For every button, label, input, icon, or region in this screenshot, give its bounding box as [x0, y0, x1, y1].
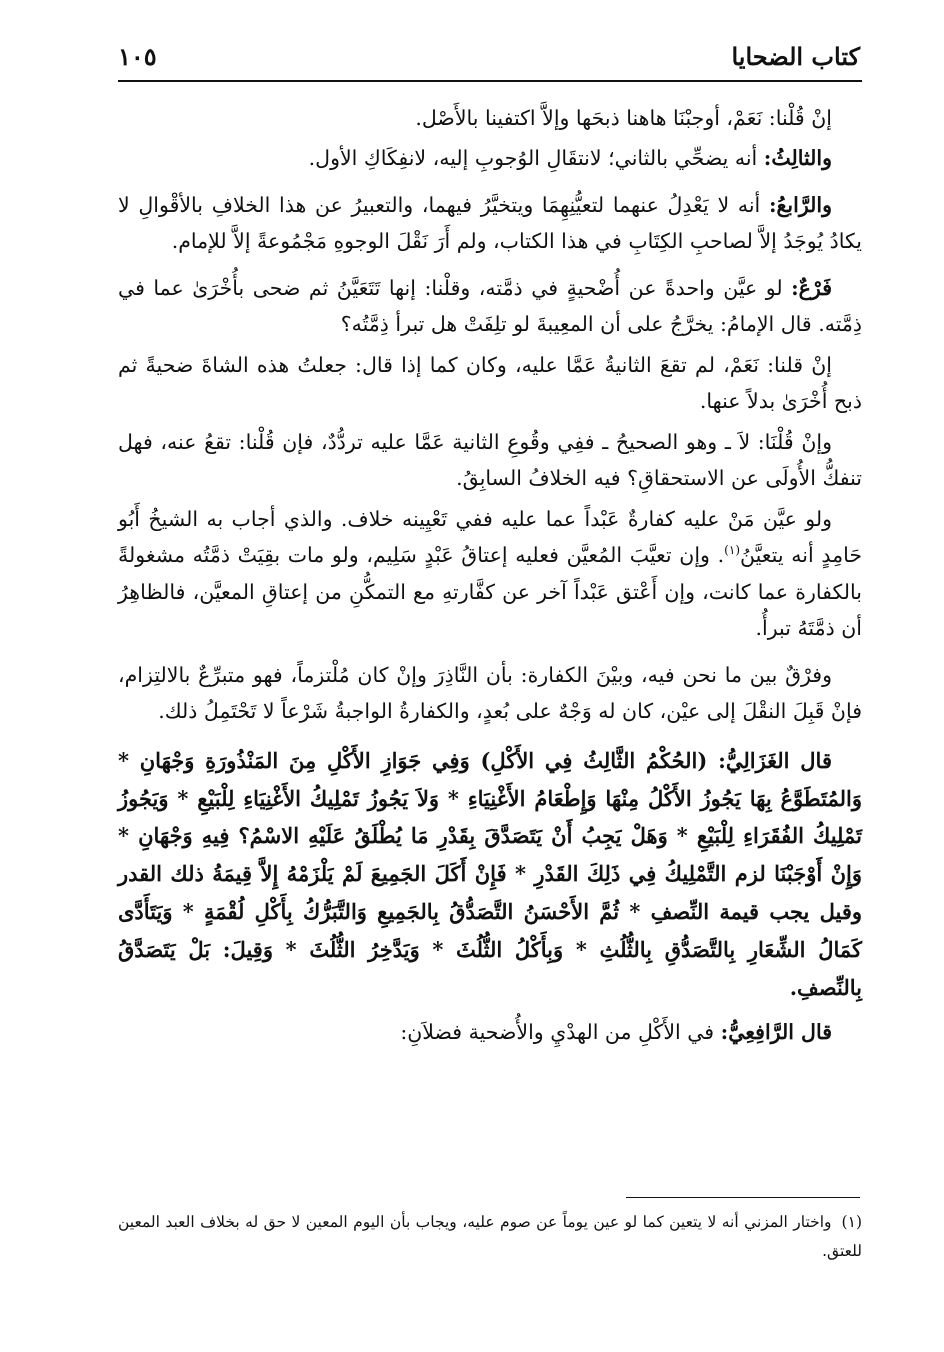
ghazali-text: قال الغَزَالِيُّ: (الحُكْمُ الثَّالِثُ فِي الأَكْلِ) وَفِي جَوَازِ الأَكْلِ مِنَ المَنْذُورَةِ وَجْهَانِ * وَالمُتَطَوَّعُ بِهَا يَجُوزُ الأَكْلُ مِنْهَا وَإِطْعَامُ الأَغْنِيَاءِ * وَلاَ يَجُوزُ تَمْلِيكُ الأَغْنِيَاءِ لِلْبَيْعِ * وَيَجُوزُ تَمْلِيكُ الفُقَرَاءِ لِلْبَيْعِ * وَهَلْ يَجِبُ أَنْ يَتَصَدَّقَ بِقَدْرِ مَا يُطْلَقُ عَلَيْهِ الاسْمُ؟ فِيهِ وَجْهَانِ * وَإِنْ أَوْجَبْنَا لزم التَّمْلِيكُ فِي ذَلِكَ القَدْرِ * فَإِنْ أَكَلَ الجَمِيعَ لَمْ يَلْزَمْهُ إِلاَّ قِيمَةُ ذلك القدر وقيل يجب قيمة النِّصفِ * ثُمَّ الأَحْسَنُ التَّصَدُّقُ بِالجَمِيعِ وَالتَّبَرُّكُ بِأَكْلِ لُقْمَةٍ * وَيَتَأَدَّى كَمَالُ الشِّعَارِ بِالتَّصَدُّقِ بِالثُّلُثِ * وَبِأَكْلُ الثُّلُثَ * وَيَدَّخِرُ الثُّلُثَ * وَقِيلَ: بَلْ يَتَصَدَّقُ بِالنِّصفِ.: [118, 747, 862, 1000]
paragraph-third: والثالِثُ: أنه يضحِّي بالثاني؛ لانتقَالِ الوُجوبِ إليه، لانفِكَاكِ الأول.: [308, 146, 832, 171]
footnote-marker[interactable]: (١): [724, 543, 740, 558]
paragraph-8: وفرْقٌ بين ما نحن فيه، وبيْنَ الكفارة: بأن النَّاذِرَ وإنْ كان مُلْتزماً، فهو متبرِّعٌ بالالتِزام، فإنْ قَبِلَ النقْلَ إلى عيْن، كان له وَجْهٌ على بُعدٍ، والكفارةُ الواجبةُ شَرْعاً لا تَحْتَمِلُ ذلك.: [118, 662, 862, 724]
footnote-text: واختار المزني أنه لا يتعين كما لو عين يوماً عن صوم عليه، ويجاب بأن اليوم المعين لا حق له بخلاف العبد المعين للعتق.: [118, 1213, 862, 1260]
fourth-label: والرَّابعُ:: [768, 192, 832, 217]
rafii-label: قال الرَّافِعِيُّ:: [720, 1020, 832, 1045]
running-title: كتاب الضحايا: [731, 42, 860, 71]
rafii-paragraph: قال الرَّافِعِيُّ: في الأَكْلِ من الهدْيِ والأُضحية فضلاَنِ:: [400, 1020, 832, 1045]
paragraph-6: وإنْ قُلْنَا: لاَ ـ وهو الصحيحُ ـ ففِي وقُوعِ الثانية عَمَّا عليه تردُّدٌ، فإن قُلْنا: تقعُ عنه، فهل تنفكُّ الأُولَى عن الاستحقاقِ؟ فيه الخلافُ السابِقُ.: [118, 429, 862, 491]
third-label: والثالِثُ:: [763, 146, 832, 171]
page-header: [118, 36, 860, 76]
footnote-rule: [626, 1197, 860, 1198]
main-text: [118, 100, 862, 1055]
branch-label: فَرْعٌ:: [791, 275, 832, 300]
footnote: [118, 1208, 862, 1265]
paragraph-branch: فَرْعٌ: لو عيَّن واحدةً عن أُضْحيةٍ في ذمَّته، وقلْنا: إنها تَتَعَيَّنُ ثم ضحى بأُخْرَىٰ عما في ذِمَّته. قال الإمامُ: يخرَّجُ على أن المعِيبةَ لو تلِفَتْ هل تبرأ ذِمَّتُه؟: [118, 275, 862, 337]
header-rule: [118, 80, 862, 82]
paragraph-7: ولو عيَّن مَنْ عليه كفارةٌ عَبْداً عما عليه ففي تَعْيِينه خلاف. والذي أجاب به الشيخُ أَبُو حَامِدٍ أنه يتعيَّنُ$^{(١)}$. وإن تعيَّبَ المُعيَّن فعليه إعتاقُ عَبْدٍ سَلِيم، ولو مات بقِيَتْ ذمَّتُه مشغولةً بالكفارة عما كانت، وإن أَعْتق عَبْداً آخر عن كفَّارتهِ مع التمكُّنِ من إعتاقِ المعيَّن، فالظاهِرُ أن ذمَّتَهُ تبرأُ.: [118, 506, 862, 641]
paragraph-5: إنْ قلنا: نَعَمْ، لم تقعَ الثانيةُ عَمَّا عليه، وكان كما إذا قال: جعلتُ هذه الشاةَ ضحيةً ثم ذبح أُخْرَىٰ بدلاً عنها.: [118, 352, 862, 414]
paragraph-1: إنْ قُلْنا: نَعَمْ، أوجبْنَا هاهنا ذبحَها وإلاَّ اكتفينا بالأَصْل.: [415, 106, 832, 130]
page-number: ١٠٥: [118, 42, 157, 71]
footnote-number: (١): [841, 1213, 862, 1231]
paragraph-fourth: والرَّابعُ: أنه لا يَعْدِلُ عنهما لتعيُّنِهِمَا ويتخيَّرُ فيهما، والتعبيرُ عن هذا الخلافِ بالأقْوالِ لا يكادُ يُوجَدُ إلاَّ لصاحبِ الكِتَابِ في هذا الكتاب، ولم أَرَ نَقْلَ الوجوهِ مَجْمُوعةً إلاَّ للإمام.: [118, 192, 862, 254]
